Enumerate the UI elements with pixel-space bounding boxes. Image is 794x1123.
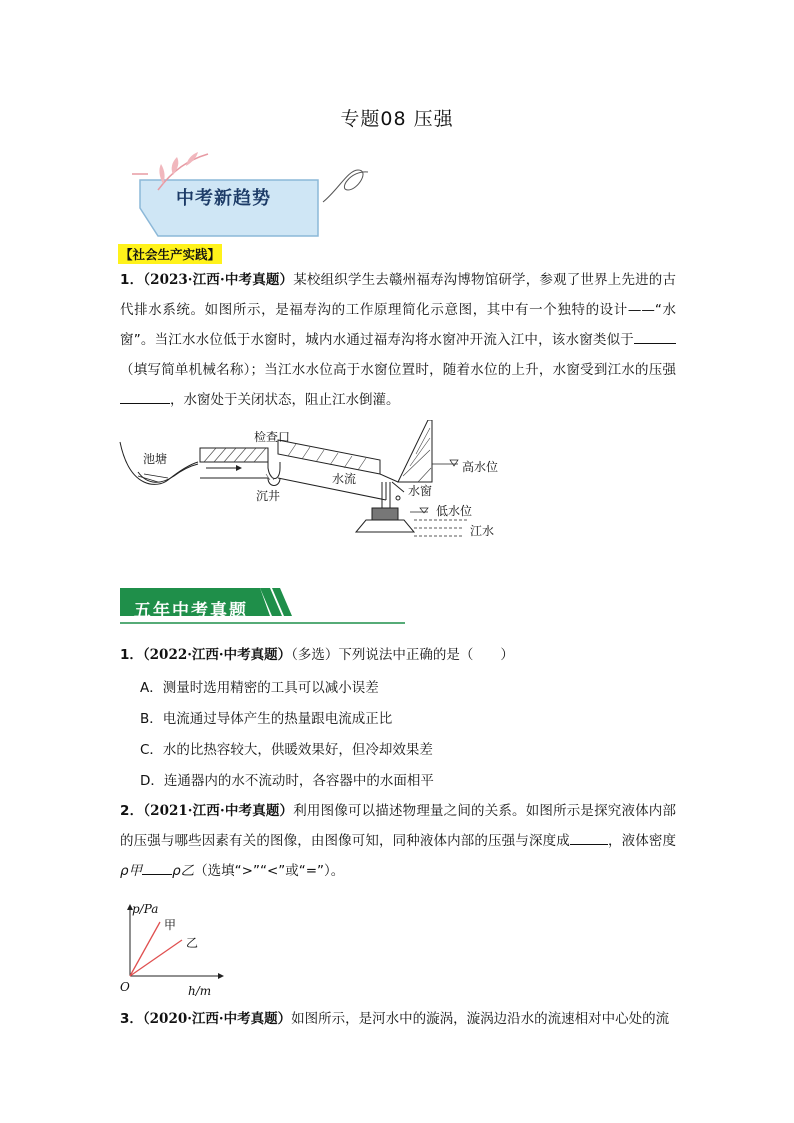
label-inspection: 检查口 bbox=[254, 430, 291, 444]
rho-a: ρ甲 bbox=[120, 863, 143, 879]
question-text: 利用图像可以描述物理量之间的关系。如图所示是探究液体内部的压强与哪些因素有关的图像，由图像可知，同种液体内部的压强与深度成 bbox=[120, 803, 676, 849]
label-low-water: 低水位 bbox=[436, 504, 473, 518]
line-b bbox=[130, 940, 182, 976]
answer-blank bbox=[570, 830, 608, 845]
category-tag: 【社会生产实践】 bbox=[118, 244, 222, 264]
answer-blank bbox=[142, 860, 172, 875]
graph-xlabel: h/m bbox=[188, 984, 212, 998]
question-2 bbox=[120, 796, 676, 886]
question-number: 3． bbox=[120, 1011, 143, 1027]
label-high-water: 高水位 bbox=[462, 460, 499, 474]
line-a bbox=[130, 922, 160, 976]
graph-line-a-label: 甲 bbox=[164, 918, 177, 932]
question-text: （多选）下列说法中正确的是（ ） bbox=[291, 647, 514, 663]
question-text: （填写简单机械名称）；当江水水位高于水窗位置时，随着水位的上升，水窗受到江水的压强 bbox=[120, 362, 676, 378]
question-number: 1． bbox=[120, 647, 143, 663]
answer-blank bbox=[120, 389, 170, 404]
question-1 bbox=[120, 640, 676, 670]
question-text: 如图所示，是河水中的漩涡，漩涡边沿水的流速相对中心处的流 bbox=[291, 1011, 670, 1027]
label-water-window: 水窗 bbox=[408, 484, 433, 498]
answer-blank bbox=[634, 329, 676, 344]
question-text: ，水窗处于关闭状态，阻止江水倒灌。 bbox=[170, 392, 400, 408]
question-3 bbox=[120, 1004, 676, 1034]
drainage-diagram bbox=[118, 420, 518, 550]
option-a: A．测量时选用精密的工具可以减小误差 bbox=[140, 680, 379, 696]
question-number: 1． bbox=[120, 272, 144, 288]
label-water-flow: 水流 bbox=[332, 472, 357, 486]
question-text: ，液体密度 bbox=[607, 833, 677, 849]
option-c: C．水的比热容较大，供暖效果好，但冷却效果差 bbox=[140, 742, 433, 758]
rho-b: ρ乙 bbox=[172, 863, 195, 879]
question-text: 某校组织学生去赣州福寿沟博物馆研学，参观了世界上先进的古代排水系统。如图所示，是福寿沟的工作原理简化示意图，其中有一个独特的设计——“水窗”。当江水水位低于水窗时，城内水通过福寿沟将水窗冲开流入江中，该水窗类似于 bbox=[120, 272, 676, 348]
option-b: B．电流通过导体产生的热量跟电流成正比 bbox=[140, 711, 393, 727]
question-text: （选填“>”“<”或“=”）。 bbox=[194, 863, 345, 879]
question-trend bbox=[120, 265, 676, 415]
graph-ylabel: p/Pa bbox=[132, 902, 159, 916]
label-river: 江水 bbox=[470, 524, 495, 538]
question-source: （2023·江西·中考真题） bbox=[143, 272, 294, 288]
question-source: （2022·江西·中考真题） bbox=[142, 647, 292, 663]
question-source: （2020·江西·中考真题） bbox=[142, 1011, 292, 1027]
question-source: （2021·江西·中考真题） bbox=[143, 803, 294, 819]
label-pond: 池塘 bbox=[143, 452, 168, 466]
graph-line-b-label: 乙 bbox=[186, 936, 199, 950]
trend-banner-text: 中考新趋势 bbox=[176, 188, 271, 209]
graph-origin: O bbox=[120, 980, 130, 994]
page-title: 专题08 压强 bbox=[340, 108, 454, 130]
label-sink-well: 沉井 bbox=[256, 489, 281, 503]
option-d: D．连通器内的水不流动时，各容器中的水面相平 bbox=[140, 773, 434, 789]
question-number: 2． bbox=[120, 803, 144, 819]
exam-banner-text: 五年中考真题 bbox=[134, 601, 248, 621]
